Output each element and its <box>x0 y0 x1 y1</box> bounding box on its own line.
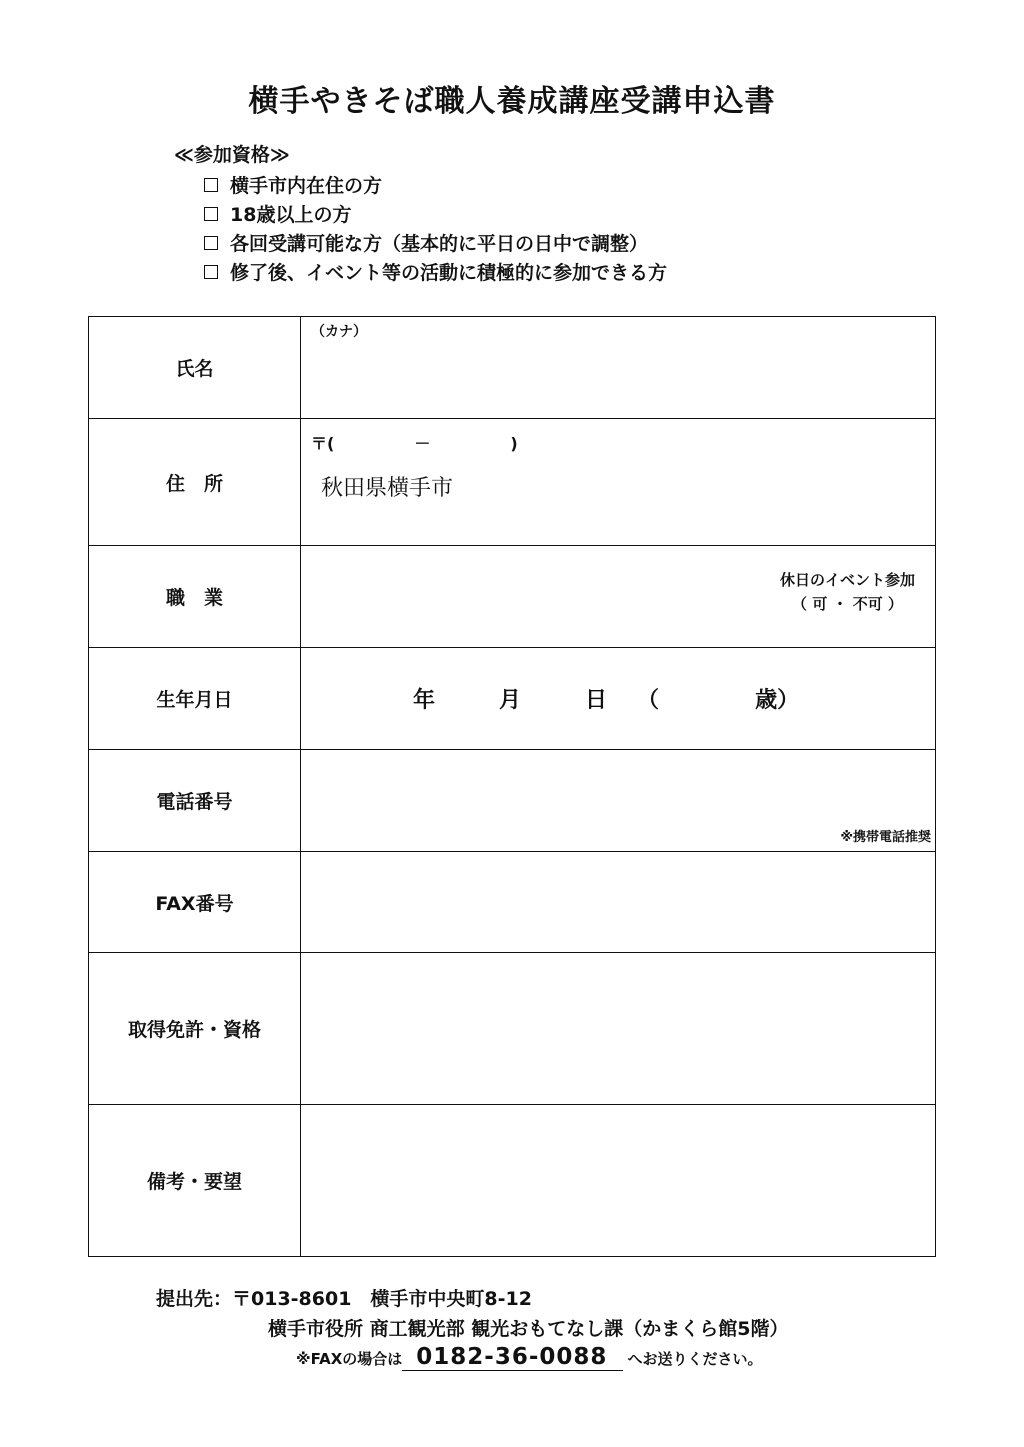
form-row-name <box>89 317 936 419</box>
form-row-fax <box>89 852 936 953</box>
name-label: 氏名 <box>89 317 301 419</box>
qualification-label: 18歳以上の方 <box>230 204 352 226</box>
form-row-remarks <box>89 1105 936 1257</box>
qualification-label: 横手市内在住の方 <box>230 175 383 197</box>
holiday-event-caption: 休日のイベント参加 <box>779 571 915 589</box>
qualifications-list <box>204 170 667 286</box>
phone-field[interactable] <box>301 750 936 852</box>
checkbox-attendance[interactable] <box>204 236 218 250</box>
name-field[interactable] <box>301 317 936 419</box>
address-prefix: 秋田県横手市 <box>321 476 454 501</box>
form-row-occupation <box>89 546 936 648</box>
form-row-licenses <box>89 953 936 1105</box>
licenses-label: 取得免許・資格 <box>89 953 301 1105</box>
birthdate-field[interactable] <box>301 648 936 750</box>
age-unit: 歳） <box>755 688 800 713</box>
form-row-phone <box>89 750 936 852</box>
page-title: 横手やきそば職人養成講座受講申込書 <box>248 84 776 119</box>
qualification-item[interactable] <box>204 257 667 286</box>
checkbox-participation[interactable] <box>204 265 218 279</box>
phone-label: 電話番号 <box>89 750 301 852</box>
submission-office: 横手市役所 商工観光部 観光おもてなし課（かまくら館5階） <box>268 1318 789 1340</box>
qualification-item[interactable] <box>204 199 667 228</box>
kana-hint: （カナ） <box>311 324 367 340</box>
phone-note: ※携帯電話推奨 <box>840 830 931 845</box>
occupation-field[interactable] <box>301 546 936 648</box>
checkbox-age[interactable] <box>204 207 218 221</box>
postal-code-template: 〒( － ) <box>311 434 518 453</box>
fax-field[interactable] <box>301 852 936 953</box>
form-row-birthdate <box>89 648 936 750</box>
qualifications-heading: ≪参加資格≫ <box>174 144 290 166</box>
holiday-event-options[interactable]: （ 可 ・ 不可 ） <box>792 595 903 613</box>
holiday-event-participation <box>780 568 915 616</box>
age-open-paren: （ <box>637 688 660 713</box>
fax-suffix: へお送りください。 <box>627 1350 763 1368</box>
checkbox-residency[interactable] <box>204 178 218 192</box>
fax-prefix: ※FAXの場合は <box>296 1350 403 1368</box>
submission-address: 提出先：〒013-8601 横手市中央町8-12 <box>156 1288 532 1310</box>
address-field[interactable] <box>301 419 936 546</box>
qualification-label: 修了後、イベント等の活動に積極的に参加できる方 <box>230 262 668 284</box>
year-unit: 年 <box>413 688 436 713</box>
address-label: 住 所 <box>89 419 301 546</box>
occupation-label: 職 業 <box>89 546 301 648</box>
submission-fax-line <box>296 1344 762 1371</box>
qualification-item[interactable] <box>204 170 667 199</box>
fax-label: FAX番号 <box>89 852 301 953</box>
birthdate-label: 生年月日 <box>89 648 301 750</box>
birthdate-template <box>413 648 799 749</box>
fax-number: 0182-36-0088 <box>402 1344 623 1371</box>
remarks-label: 備考・要望 <box>89 1105 301 1257</box>
licenses-field[interactable] <box>301 953 936 1105</box>
remarks-field[interactable] <box>301 1105 936 1257</box>
month-unit: 月 <box>499 688 522 713</box>
day-unit: 日 <box>585 688 608 713</box>
qualification-label: 各回受講可能な方（基本的に平日の日中で調整） <box>230 233 649 255</box>
form-row-address <box>89 419 936 546</box>
application-form-table <box>88 316 936 1257</box>
qualification-item[interactable] <box>204 228 667 257</box>
